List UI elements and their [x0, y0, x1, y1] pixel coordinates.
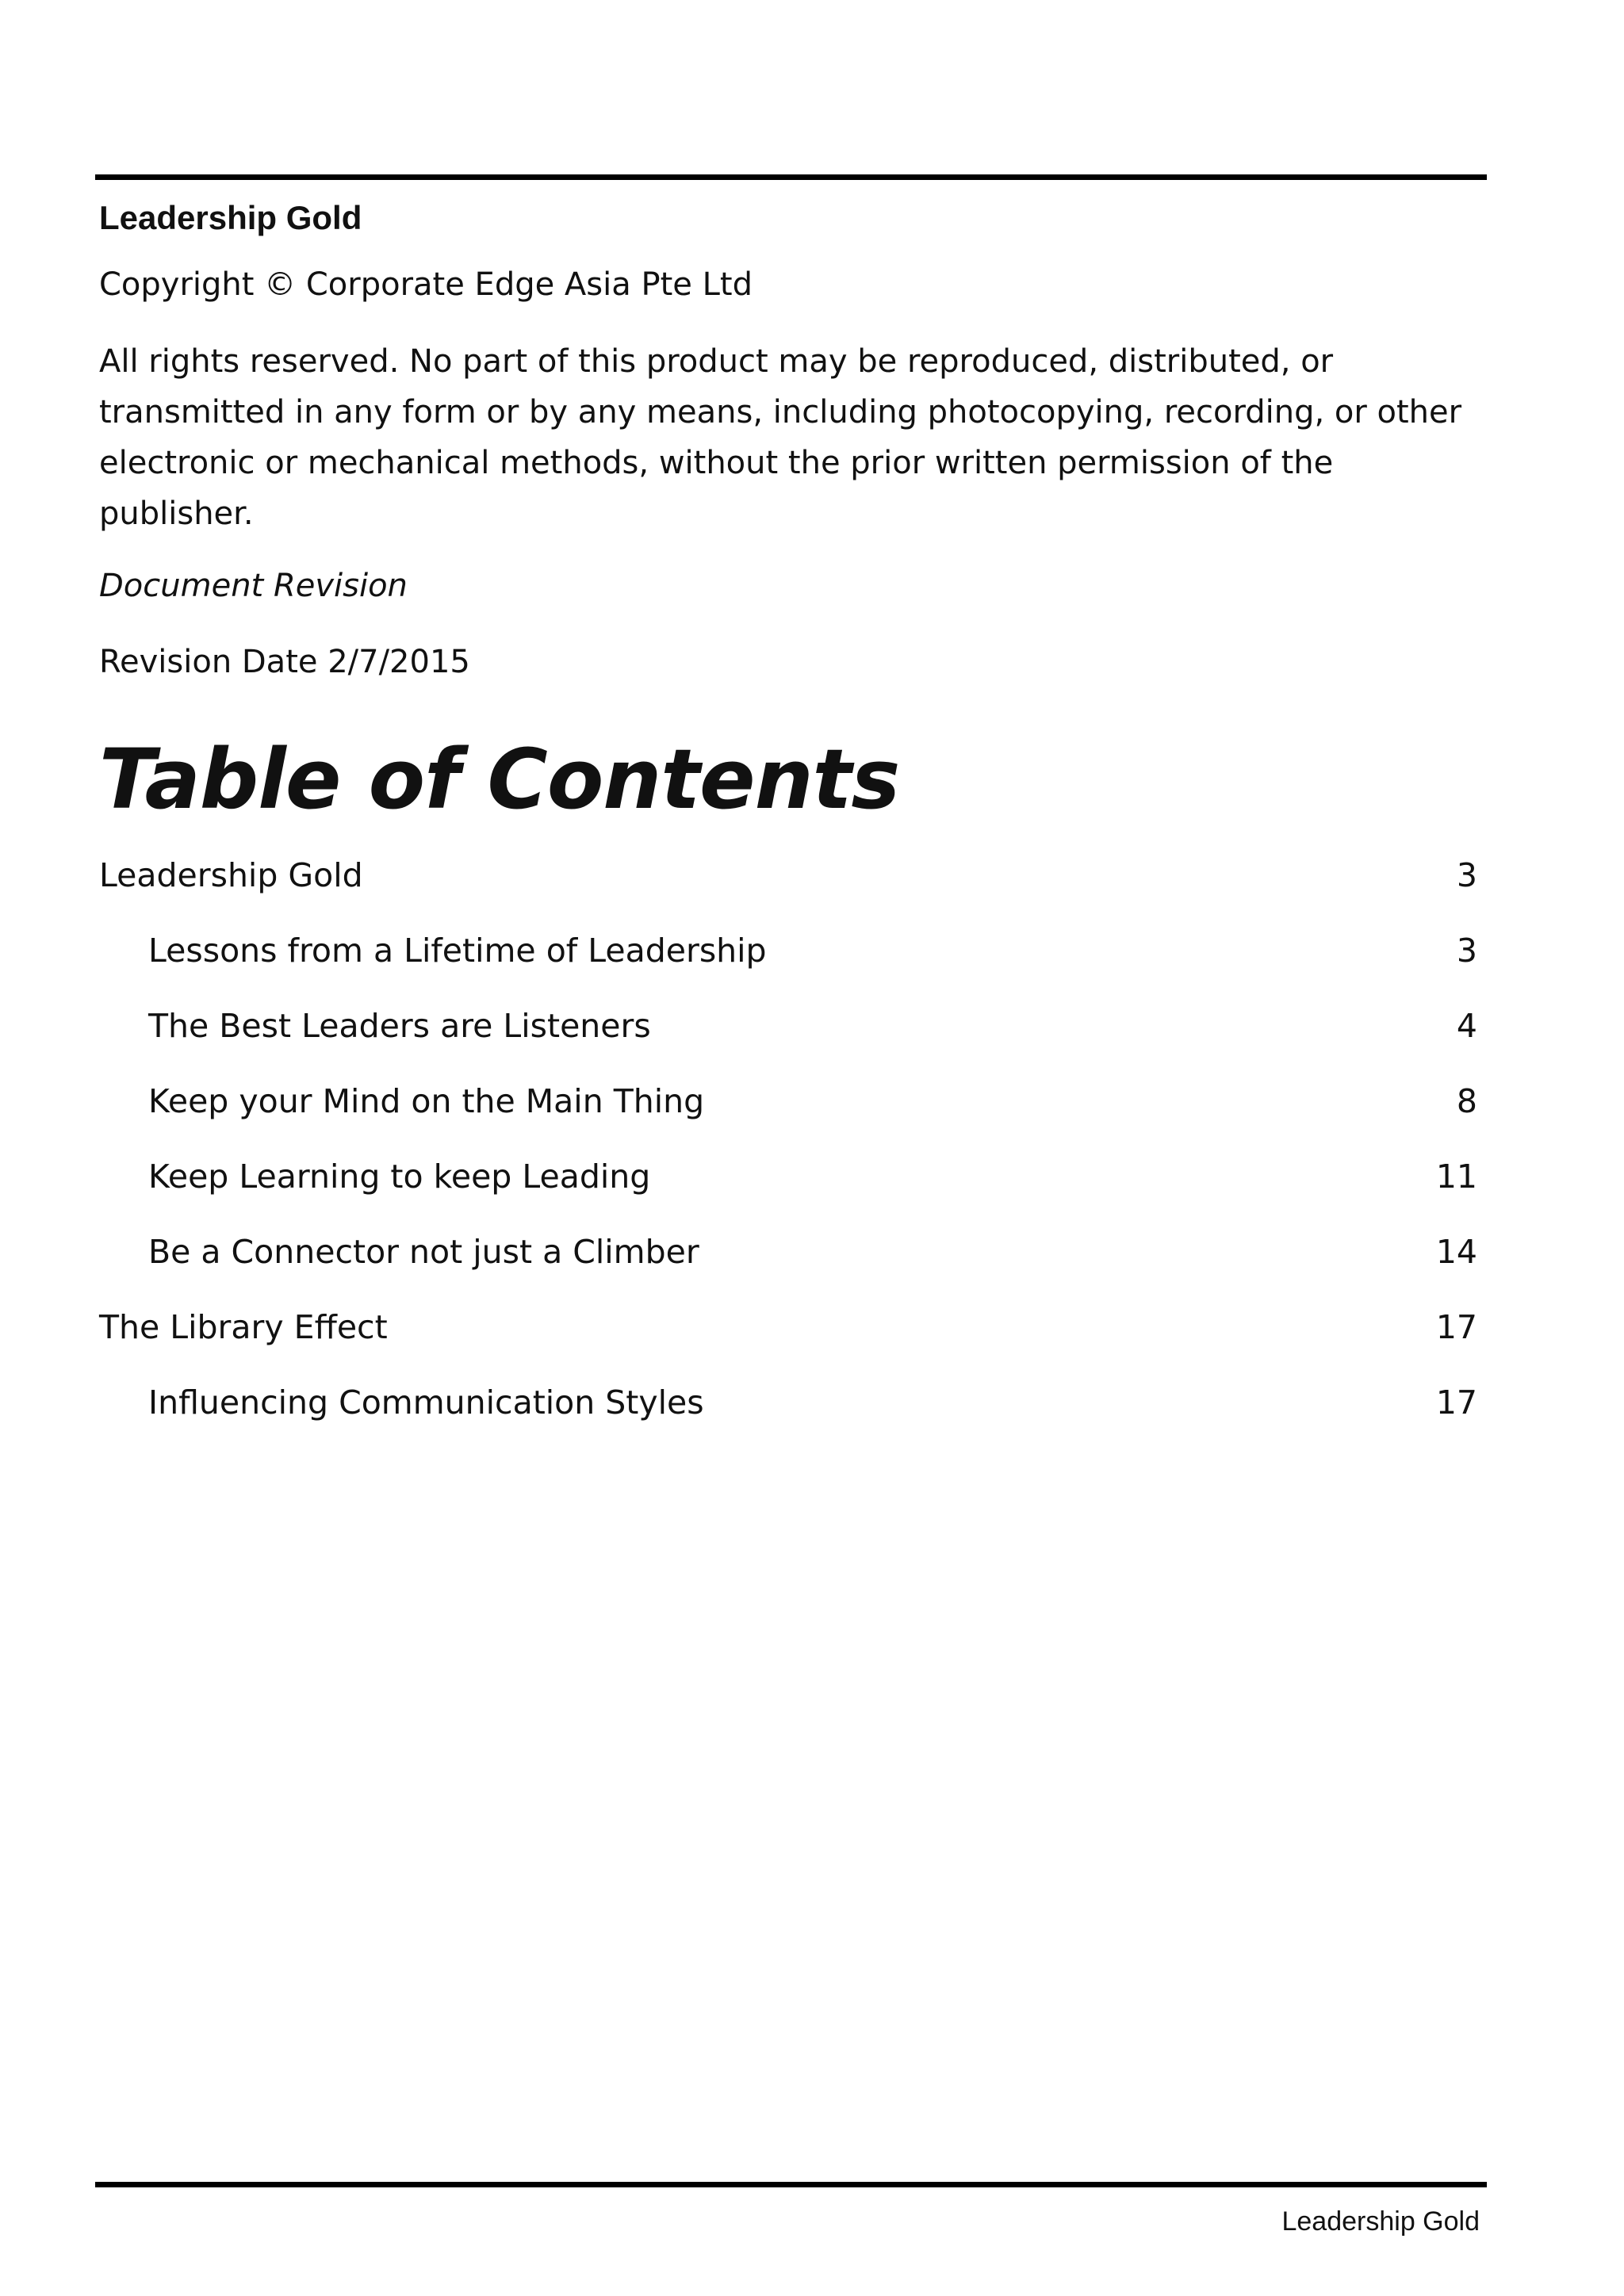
toc-entry[interactable]: [148, 1077, 1477, 1125]
toc-entry-text: Influencing Communication Styles: [148, 1383, 704, 1422]
header-rule: [95, 174, 1487, 180]
toc-entry-text: The Library Effect: [99, 1308, 388, 1346]
toc-entry-text: Keep Learning to keep Leading: [148, 1158, 651, 1196]
toc-entry-page: 3: [1456, 932, 1477, 970]
toc-entry-text: Lessons from a Lifetime of Leadership: [148, 932, 767, 970]
toc-entry-text: The Best Leaders are Listeners: [148, 1007, 651, 1045]
copyright-line: Copyright © Corporate Edge Asia Pte Ltd: [99, 266, 753, 303]
toc-entry[interactable]: [148, 1228, 1477, 1276]
toc-entry[interactable]: [148, 927, 1477, 974]
toc-entry-page: 14: [1435, 1233, 1477, 1271]
toc-entry-page: 8: [1456, 1082, 1477, 1120]
toc-entry[interactable]: [99, 851, 1477, 899]
footer-rule: [95, 2182, 1487, 2187]
toc-entry[interactable]: [148, 1379, 1477, 1426]
toc-entry-page: 3: [1456, 856, 1477, 894]
toc-entry-text: Be a Connector not just a Climber: [148, 1233, 699, 1271]
toc-entry-page: 4: [1456, 1007, 1477, 1045]
toc-entry[interactable]: [148, 1153, 1477, 1200]
toc-entry[interactable]: [99, 1303, 1477, 1351]
toc-entry[interactable]: [148, 1002, 1477, 1050]
toc-entry-text: Keep your Mind on the Main Thing: [148, 1082, 705, 1120]
toc-entry-page: 11: [1435, 1158, 1477, 1196]
revision-heading: Document Revision: [99, 568, 408, 604]
rights-statement: All rights reserved. No part of this product may be reproduced, distributed, or transmitted in any form or by any means, including photocopying, recording, or other electronic or mechanical methods, without the prior written permission of the publisher.: [99, 343, 1462, 532]
toc-title: Table of Contents: [99, 731, 900, 828]
revision-date: Revision Date 2/7/2015: [99, 644, 470, 680]
toc-entry-page: 17: [1435, 1383, 1477, 1422]
toc-entry-page: 17: [1435, 1308, 1477, 1346]
footer-text: Leadership Gold: [1281, 2206, 1480, 2237]
document-title: Leadership Gold: [99, 199, 362, 236]
toc-entry-text: Leadership Gold: [99, 856, 363, 894]
